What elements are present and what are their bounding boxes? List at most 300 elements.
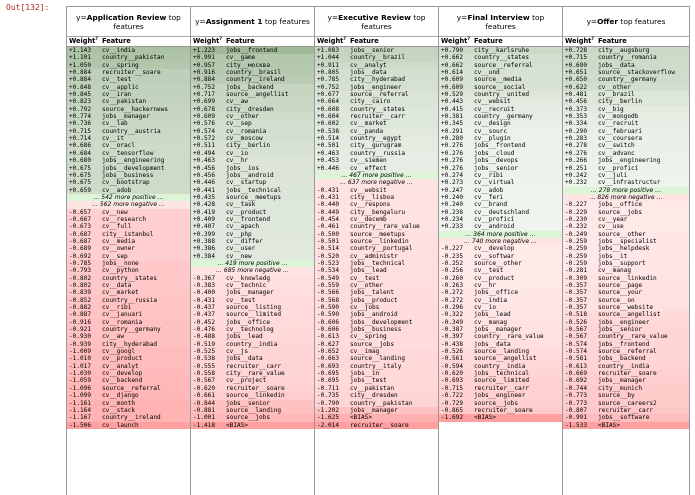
feature-row [315, 348, 438, 355]
feature-row [563, 172, 689, 179]
feature-row [67, 282, 190, 289]
feature-name: source__referral [598, 348, 657, 356]
feature-name: cv__tensorflow [102, 149, 154, 157]
feature-row [191, 172, 314, 179]
weight-header: Weight? [317, 37, 346, 46]
feature-name: cv__month [102, 399, 136, 407]
feature-weight: -0.807 [565, 406, 588, 414]
feature-name: country__portugal [350, 245, 413, 253]
feature-name: jobs__devops [474, 157, 519, 165]
feature-name: cv__websit [350, 186, 387, 194]
feature-row [563, 223, 689, 230]
feature-row [439, 348, 562, 355]
feature-row [563, 355, 689, 362]
feature-row [563, 106, 689, 113]
feature-row [191, 106, 314, 113]
feature-name: cv__effect [350, 164, 387, 172]
feature-name: cv__manag [598, 267, 632, 275]
weight-rows [67, 47, 190, 495]
feature-weight: -0.581 [565, 355, 588, 363]
feature-name: cv__knowledg [226, 274, 271, 282]
feature-name: recruiter__carr [350, 113, 406, 121]
feature-weight: +0.991 [193, 54, 216, 62]
feature-header: Feature [350, 37, 379, 45]
feature-row [439, 62, 562, 69]
feature-name: jobs__data [474, 340, 511, 348]
feature-weight: -0.227 [565, 201, 588, 209]
feature-name: jobs__frontend [474, 142, 526, 150]
feature-weight: -0.249 [565, 230, 588, 238]
feature-name: jobs__it [598, 252, 628, 260]
feature-weight: -0.357 [565, 304, 588, 312]
feature-name: cv__design [474, 120, 511, 128]
feature-name: city__москва [226, 61, 271, 69]
feature-row [439, 157, 562, 164]
feature-row [563, 238, 689, 245]
feature-name: cv__iran [102, 91, 132, 99]
feature-weight: +1.101 [69, 54, 92, 62]
feature-row [439, 76, 562, 83]
feature-row [67, 106, 190, 113]
feature-weight: +0.690 [565, 61, 588, 69]
feature-row [191, 355, 314, 362]
feature-header: Feature [102, 37, 131, 45]
feature-row [191, 297, 314, 304]
feature-row [563, 62, 689, 69]
feature-name: cv__adob [102, 186, 132, 194]
feature-weight: -0.263 [441, 282, 464, 289]
feature-name: cv__lab [102, 120, 128, 128]
feature-row [67, 91, 190, 98]
feature-name: jobs__senior [598, 326, 643, 334]
feature-name: cv__market [102, 289, 139, 297]
feature-weight: -0.613 [317, 333, 340, 341]
feature-name: jobs__development [350, 318, 413, 326]
feature-row [315, 319, 438, 326]
feature-row [67, 62, 190, 69]
weight-help-marker: ? [343, 37, 346, 42]
feature-weight: -0.500 [317, 230, 340, 238]
feature-weight: +0.274 [441, 171, 464, 179]
feature-row [439, 223, 562, 230]
feature-weight: -0.387 [441, 326, 464, 334]
feature-name: cv__project [226, 377, 267, 385]
feature-name: jobs__senior [350, 47, 395, 54]
feature-row [563, 201, 689, 208]
feature-name: jobs__office [598, 201, 643, 209]
feature-weight: +0.446 [317, 164, 340, 172]
feature-name: jobs__senior [226, 399, 271, 407]
feature-name: cv__virtual [474, 179, 515, 187]
feature-weight: -0.449 [317, 208, 340, 216]
feature-row [315, 267, 438, 274]
feature-weight: +0.276 [565, 149, 588, 157]
feature-name: jobs__office [474, 289, 519, 297]
feature-row [439, 216, 562, 223]
feature-name: country__india [474, 362, 526, 370]
feature-row [67, 231, 190, 238]
feature-row [315, 62, 438, 69]
feature-row [563, 333, 689, 340]
weight-help-marker: ? [591, 37, 594, 42]
feature-name: source__by [598, 392, 635, 400]
feature-row [563, 297, 689, 304]
feature-weight: +0.538 [317, 127, 340, 135]
feature-row [315, 54, 438, 61]
feature-name: cv__manag [474, 318, 508, 326]
feature-row [67, 113, 190, 120]
feature-weight: -0.357 [565, 282, 588, 289]
feature-row [315, 400, 438, 407]
feature-name: cv__proficí [474, 215, 515, 223]
feature-name: jobs__manager [350, 406, 398, 414]
feature-weight: -0.476 [193, 326, 216, 334]
feature-weight: -0.437 [193, 311, 216, 319]
feature-weight: -0.613 [565, 362, 588, 370]
feature-name: cv__io [226, 149, 249, 157]
feature-weight: -0.839 [69, 289, 92, 297]
feature-weight: -0.272 [441, 289, 464, 297]
feature-name: country__romania [598, 54, 657, 62]
feature-weight: +1.223 [193, 47, 216, 54]
feature-name: cv__game [226, 54, 256, 62]
feature-weight: -0.574 [565, 340, 588, 348]
feature-weight: +0.242 [565, 171, 588, 179]
feature-name: cv__india [102, 47, 136, 54]
feature-row [315, 414, 438, 421]
feature-row [191, 209, 314, 216]
title-text [69, 13, 188, 31]
feature-name: jobs__engineering [102, 157, 165, 165]
feature-row [315, 377, 438, 384]
feature-name: cv__bootstrap [102, 179, 150, 187]
feature-weight: +0.957 [193, 61, 216, 69]
weight-header: Weight? [565, 37, 594, 46]
feature-name: cv__product [102, 355, 143, 363]
feature-weight: +0.463 [193, 157, 216, 165]
feature-name: source__on [598, 296, 635, 304]
feature-row [67, 238, 190, 245]
feature-name: cv__respons [350, 201, 391, 209]
feature-weight: -0.657 [69, 208, 92, 216]
feature-weight: -0.652 [317, 348, 340, 356]
feature-weight: -0.501 [317, 237, 340, 245]
feature-name: cv__ribi [102, 304, 132, 312]
feature-row [563, 76, 689, 83]
feature-name: cv__sep [102, 252, 128, 260]
feature-name: country__pakistan [350, 399, 413, 407]
feature-name: cv__big [598, 105, 624, 113]
feature-name: jobs__talent [350, 289, 395, 297]
feature-name: <BIAS> [598, 421, 621, 429]
feature-weight: +0.752 [317, 83, 340, 91]
feature-weight: -0.230 [565, 215, 588, 223]
feature-row [67, 304, 190, 311]
feature-weight: -0.606 [317, 326, 340, 334]
feature-row [315, 385, 438, 392]
feature-weight: +0.234 [441, 215, 464, 223]
feature-row [563, 282, 689, 289]
feature-weight: +0.662 [441, 61, 464, 69]
feature-weight: +0.463 [317, 149, 340, 157]
feature-name: cv__ribi [474, 171, 504, 179]
feature-weight: +0.388 [193, 237, 216, 245]
title-suffix: top features [113, 12, 181, 31]
feature-weight: -1.030 [69, 370, 92, 378]
weight-help-marker: ? [467, 37, 470, 42]
feature-name: cv__js [226, 348, 249, 356]
feature-weight: -0.687 [69, 230, 92, 238]
feature-weight: +0.792 [69, 105, 92, 113]
feature-weight: -0.229 [565, 208, 588, 216]
feature-weights-table [66, 6, 690, 495]
feature-name: cv__recruit [598, 120, 639, 128]
feature-name: cv__startup [226, 179, 267, 187]
feature-weight: +0.501 [317, 142, 340, 150]
title-text [195, 17, 310, 26]
feature-name: cv__juli [598, 171, 628, 179]
feature-row [67, 267, 190, 274]
weight-rows [563, 47, 689, 495]
column-title [315, 7, 438, 37]
feature-name: jobs__cloud [474, 149, 515, 157]
feature-row [439, 128, 562, 135]
feature-name: <BIAS> [350, 414, 373, 422]
feature-name: cv__brand [474, 201, 508, 209]
feature-weight: -0.693 [317, 362, 340, 370]
feature-row [67, 370, 190, 377]
feature-weight: +0.715 [69, 127, 92, 135]
feature-row [563, 348, 689, 355]
feature-weight: -0.514 [317, 245, 340, 253]
feature-row [191, 377, 314, 384]
feature-row [191, 216, 314, 223]
feature-row [67, 422, 190, 429]
feature-row [315, 363, 438, 370]
feature-name: country__india [598, 362, 650, 370]
feature-row [191, 62, 314, 69]
feature-name: source__referral [474, 61, 533, 69]
feature-name: source__stackoverflow [598, 69, 676, 77]
feature-row [67, 377, 190, 384]
feature-row [191, 348, 314, 355]
feature-weight: -0.555 [193, 362, 216, 370]
feature-weight: -0.534 [317, 267, 340, 275]
feature-row [191, 400, 314, 407]
feature-name: cv__spring [102, 61, 139, 69]
feature-name: cv__plugin [474, 135, 511, 143]
feature-weight: +0.419 [193, 208, 216, 216]
class-name: Application Review [86, 12, 167, 22]
feature-name: cv__decemb [350, 215, 387, 223]
feature-row [67, 326, 190, 333]
feature-name: cv__test [474, 267, 504, 275]
feature-weight: -0.692 [565, 377, 588, 385]
feature-name: city__augsburg [598, 47, 650, 54]
column-header-row [563, 37, 689, 47]
feature-weight: -0.561 [441, 355, 464, 363]
feature-row [439, 84, 562, 91]
feature-weight: -0.663 [317, 355, 340, 363]
feature-weight: +0.699 [193, 98, 216, 106]
class-column [563, 7, 690, 495]
feature-weight: -0.538 [193, 355, 216, 363]
feature-row [191, 98, 314, 105]
more-features-row: … 826 more negative … [563, 194, 689, 201]
feature-row [315, 326, 438, 333]
feature-row [191, 238, 314, 245]
feature-weight: -0.235 [441, 252, 464, 260]
feature-name: country__brasil [226, 69, 282, 77]
feature-weight: -2.014 [317, 421, 340, 429]
feature-name: cv__frontend [226, 215, 271, 223]
feature-row [191, 304, 314, 311]
feature-row [439, 341, 562, 348]
feature-row [439, 363, 562, 370]
feature-row [191, 120, 314, 127]
class-name: Offer [597, 17, 619, 26]
feature-name: cv__it [102, 135, 125, 143]
feature-weight: -0.689 [69, 245, 92, 253]
feature-weight: -0.939 [69, 340, 92, 348]
more-features-row: … 740 more negative … [439, 238, 562, 245]
feature-weight: +0.911 [317, 61, 340, 69]
feature-weight: -0.383 [193, 282, 216, 289]
feature-weight: -0.227 [441, 245, 464, 253]
feature-row [67, 253, 190, 260]
feature-row [439, 377, 562, 384]
feature-name: country__pakistan [102, 54, 165, 62]
feature-weight: -0.357 [565, 289, 588, 297]
feature-row [563, 135, 689, 142]
feature-row [439, 106, 562, 113]
weight-header: Weight? [193, 37, 222, 46]
feature-weight: -0.400 [193, 289, 216, 297]
feature-weight: +0.823 [69, 98, 92, 106]
feature-name: jobs__software [598, 414, 650, 422]
feature-name: cv__data [102, 282, 132, 289]
feature-name: source__angellist [474, 355, 537, 363]
feature-row [191, 341, 314, 348]
feature-name: jobs__manager [474, 326, 522, 334]
title-suffix: top features [618, 17, 666, 26]
feature-row [191, 392, 314, 399]
feature-weight: -0.259 [565, 237, 588, 245]
feature-name: recruiter__carr [474, 384, 530, 392]
feature-weight: +0.684 [69, 149, 92, 157]
feature-name: country__rare_value [474, 333, 544, 341]
feature-name: jobs__business [102, 171, 154, 179]
feature-weight: -0.669 [565, 370, 588, 378]
feature-row [67, 216, 190, 223]
feature-name: cv__coursera [598, 135, 643, 143]
feature-weight: -0.526 [441, 348, 464, 356]
title-prefix: y= [327, 12, 339, 22]
feature-name: cv__panda [350, 127, 384, 135]
feature-weight: -1.533 [565, 421, 588, 429]
feature-name: cv__imag [350, 348, 380, 356]
feature-row [191, 363, 314, 370]
column-title [439, 7, 562, 37]
feature-row [315, 311, 438, 318]
feature-name: source__angellist [598, 311, 661, 319]
feature-name: source__careers2 [598, 399, 657, 407]
feature-weight: -0.773 [565, 392, 588, 400]
feature-name: cv__test [350, 274, 380, 282]
feature-row [439, 370, 562, 377]
feature-weight: +0.714 [69, 135, 92, 143]
feature-name: cv__jobs [350, 304, 380, 312]
feature-name: cv__oracl [102, 142, 136, 150]
feature-name: cv__adob [474, 186, 504, 194]
feature-weight: +0.608 [317, 105, 340, 113]
feature-weight: -1.506 [69, 421, 92, 429]
feature-weight: +0.247 [441, 186, 464, 194]
feature-weight: -0.574 [565, 348, 588, 356]
feature-row [315, 422, 438, 429]
feature-weight: -0.567 [565, 333, 588, 341]
feature-weight: -0.357 [565, 296, 588, 304]
feature-weight: +0.664 [317, 98, 340, 106]
feature-row [563, 400, 689, 407]
feature-name: cv__other [226, 113, 260, 121]
feature-row [67, 348, 190, 355]
feature-row [315, 113, 438, 120]
feature-row [563, 414, 689, 421]
feature-weight: +0.736 [69, 120, 92, 128]
feature-weight: +0.290 [565, 127, 588, 135]
feature-weight: -0.281 [565, 267, 588, 275]
title-suffix: top features [262, 17, 310, 26]
feature-row [439, 120, 562, 127]
feature-name: city__berlin [598, 98, 643, 106]
feature-weight: -1.161 [69, 399, 92, 407]
feature-weight: -0.594 [441, 362, 464, 370]
title-prefix: y= [586, 17, 598, 26]
feature-weight: +0.576 [193, 120, 216, 128]
feature-weight: -1.099 [69, 392, 92, 400]
feature-name: <BIAS> [474, 414, 497, 422]
feature-row [563, 179, 689, 186]
feature-name: city__karlsruhe [474, 47, 530, 54]
feature-name: cv__feri [474, 193, 504, 201]
feature-name: recruiter__soare [474, 406, 533, 414]
feature-weight: -0.397 [441, 333, 464, 341]
feature-weight: -0.802 [69, 274, 92, 282]
feature-name: source__meetups [350, 230, 406, 238]
feature-row [67, 297, 190, 304]
feature-name: cv__januari [102, 311, 143, 319]
feature-name: jobs__test [350, 377, 387, 385]
feature-row [191, 179, 314, 186]
feature-weight: -0.367 [193, 274, 216, 282]
feature-weight: -0.559 [317, 282, 340, 289]
feature-name: jobs__data [350, 69, 387, 77]
feature-name: jobs__office [226, 318, 271, 326]
feature-row [563, 142, 689, 149]
feature-name: jobs__backend [598, 355, 646, 363]
more-features-row: … 542 more positive … [67, 194, 190, 201]
feature-row [191, 223, 314, 230]
feature-row [439, 91, 562, 98]
feature-row [67, 135, 190, 142]
feature-name: jobs__lead [226, 333, 263, 341]
feature-name: city__hyderabad [350, 76, 406, 84]
feature-row [67, 54, 190, 61]
feature-weight: +0.481 [565, 91, 588, 99]
feature-weight: +1.050 [69, 61, 92, 69]
feature-row [315, 157, 438, 164]
